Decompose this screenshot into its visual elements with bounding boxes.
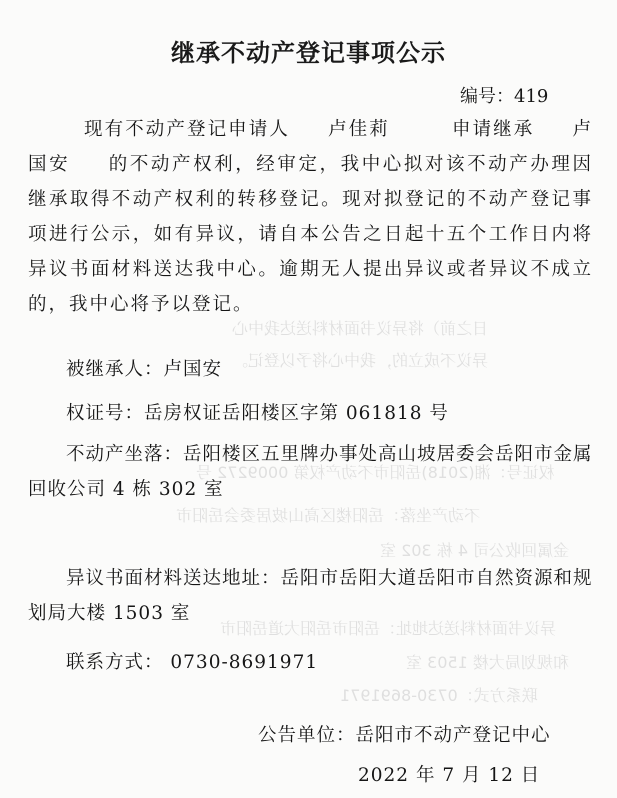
serial-number: 编号：419: [460, 86, 549, 107]
bleed-through-text: 异议书面材料送达地址：岳阳市岳阳大道岳阳市: [220, 619, 557, 638]
location-field: 不动产坐落：岳阳楼区五里牌办事处高山坡居委会岳阳市金属回收公司 4 栋 302 室: [28, 444, 593, 500]
bleed-through-text: 日之前）将异议书面材料送达我中心: [232, 319, 489, 338]
bleed-through-text: 不动产坐落：岳阳楼区高山坡居委会岳阳市: [176, 506, 481, 525]
notice-paragraph: [28, 112, 593, 322]
contact-line: [28, 645, 593, 680]
notice-date: 2022 年 7 月 12 日: [358, 765, 541, 786]
location-line: [28, 437, 593, 507]
notice-main-text: 的不动产权利，经审定，我中心拟对该不动产办理因继承取得不动产权利的转移登记。现对拟登记的不动产登记事项进行公示，如有异议，请自本公告之日起十五个工作日内将异议书面材料送达我中心。逾期无人提出异议或者异议不成立的，我中心将予以登记。: [28, 154, 593, 315]
intro-text: 现有不动产登记申请人: [84, 119, 290, 140]
deceased-field: 被继承人：卢国安: [66, 359, 223, 380]
certificate-line: [28, 396, 593, 431]
page-title: 继承不动产登记事项公示: [171, 39, 446, 67]
deceased-line: [28, 352, 593, 387]
bleed-through-text: 异议不成立的，我中心将予以登记。: [232, 351, 489, 370]
bleed-through-text: 和规划局大楼 1503 室: [406, 653, 569, 672]
address-line: [28, 561, 593, 631]
bleed-through-text: 金属回收公司 4 栋 302 室: [380, 541, 570, 560]
certificate-field: 权证号：岳房权证岳阳楼区字第 061818 号: [66, 403, 449, 424]
bleed-through-text: 权证号：湘(2018)岳阳市不动产权第 0009272 号: [196, 463, 555, 482]
notice-body: [28, 112, 593, 322]
contact-field: 联系方式： 0730-8691971: [66, 652, 319, 673]
objection-address-field: 异议书面材料送达地址：岳阳市岳阳大道岳阳市自然资源和规划局大楼 1503 室: [28, 568, 593, 624]
applicant-name: 卢佳莉: [327, 119, 390, 140]
issuer: 公告单位：岳阳市不动产登记中心: [258, 725, 551, 746]
inherit-text: 申请继承: [451, 119, 535, 140]
bleed-through-text: 联系方式：0730-8691971: [340, 686, 538, 705]
deceased-name: 卢国安: [28, 119, 593, 175]
